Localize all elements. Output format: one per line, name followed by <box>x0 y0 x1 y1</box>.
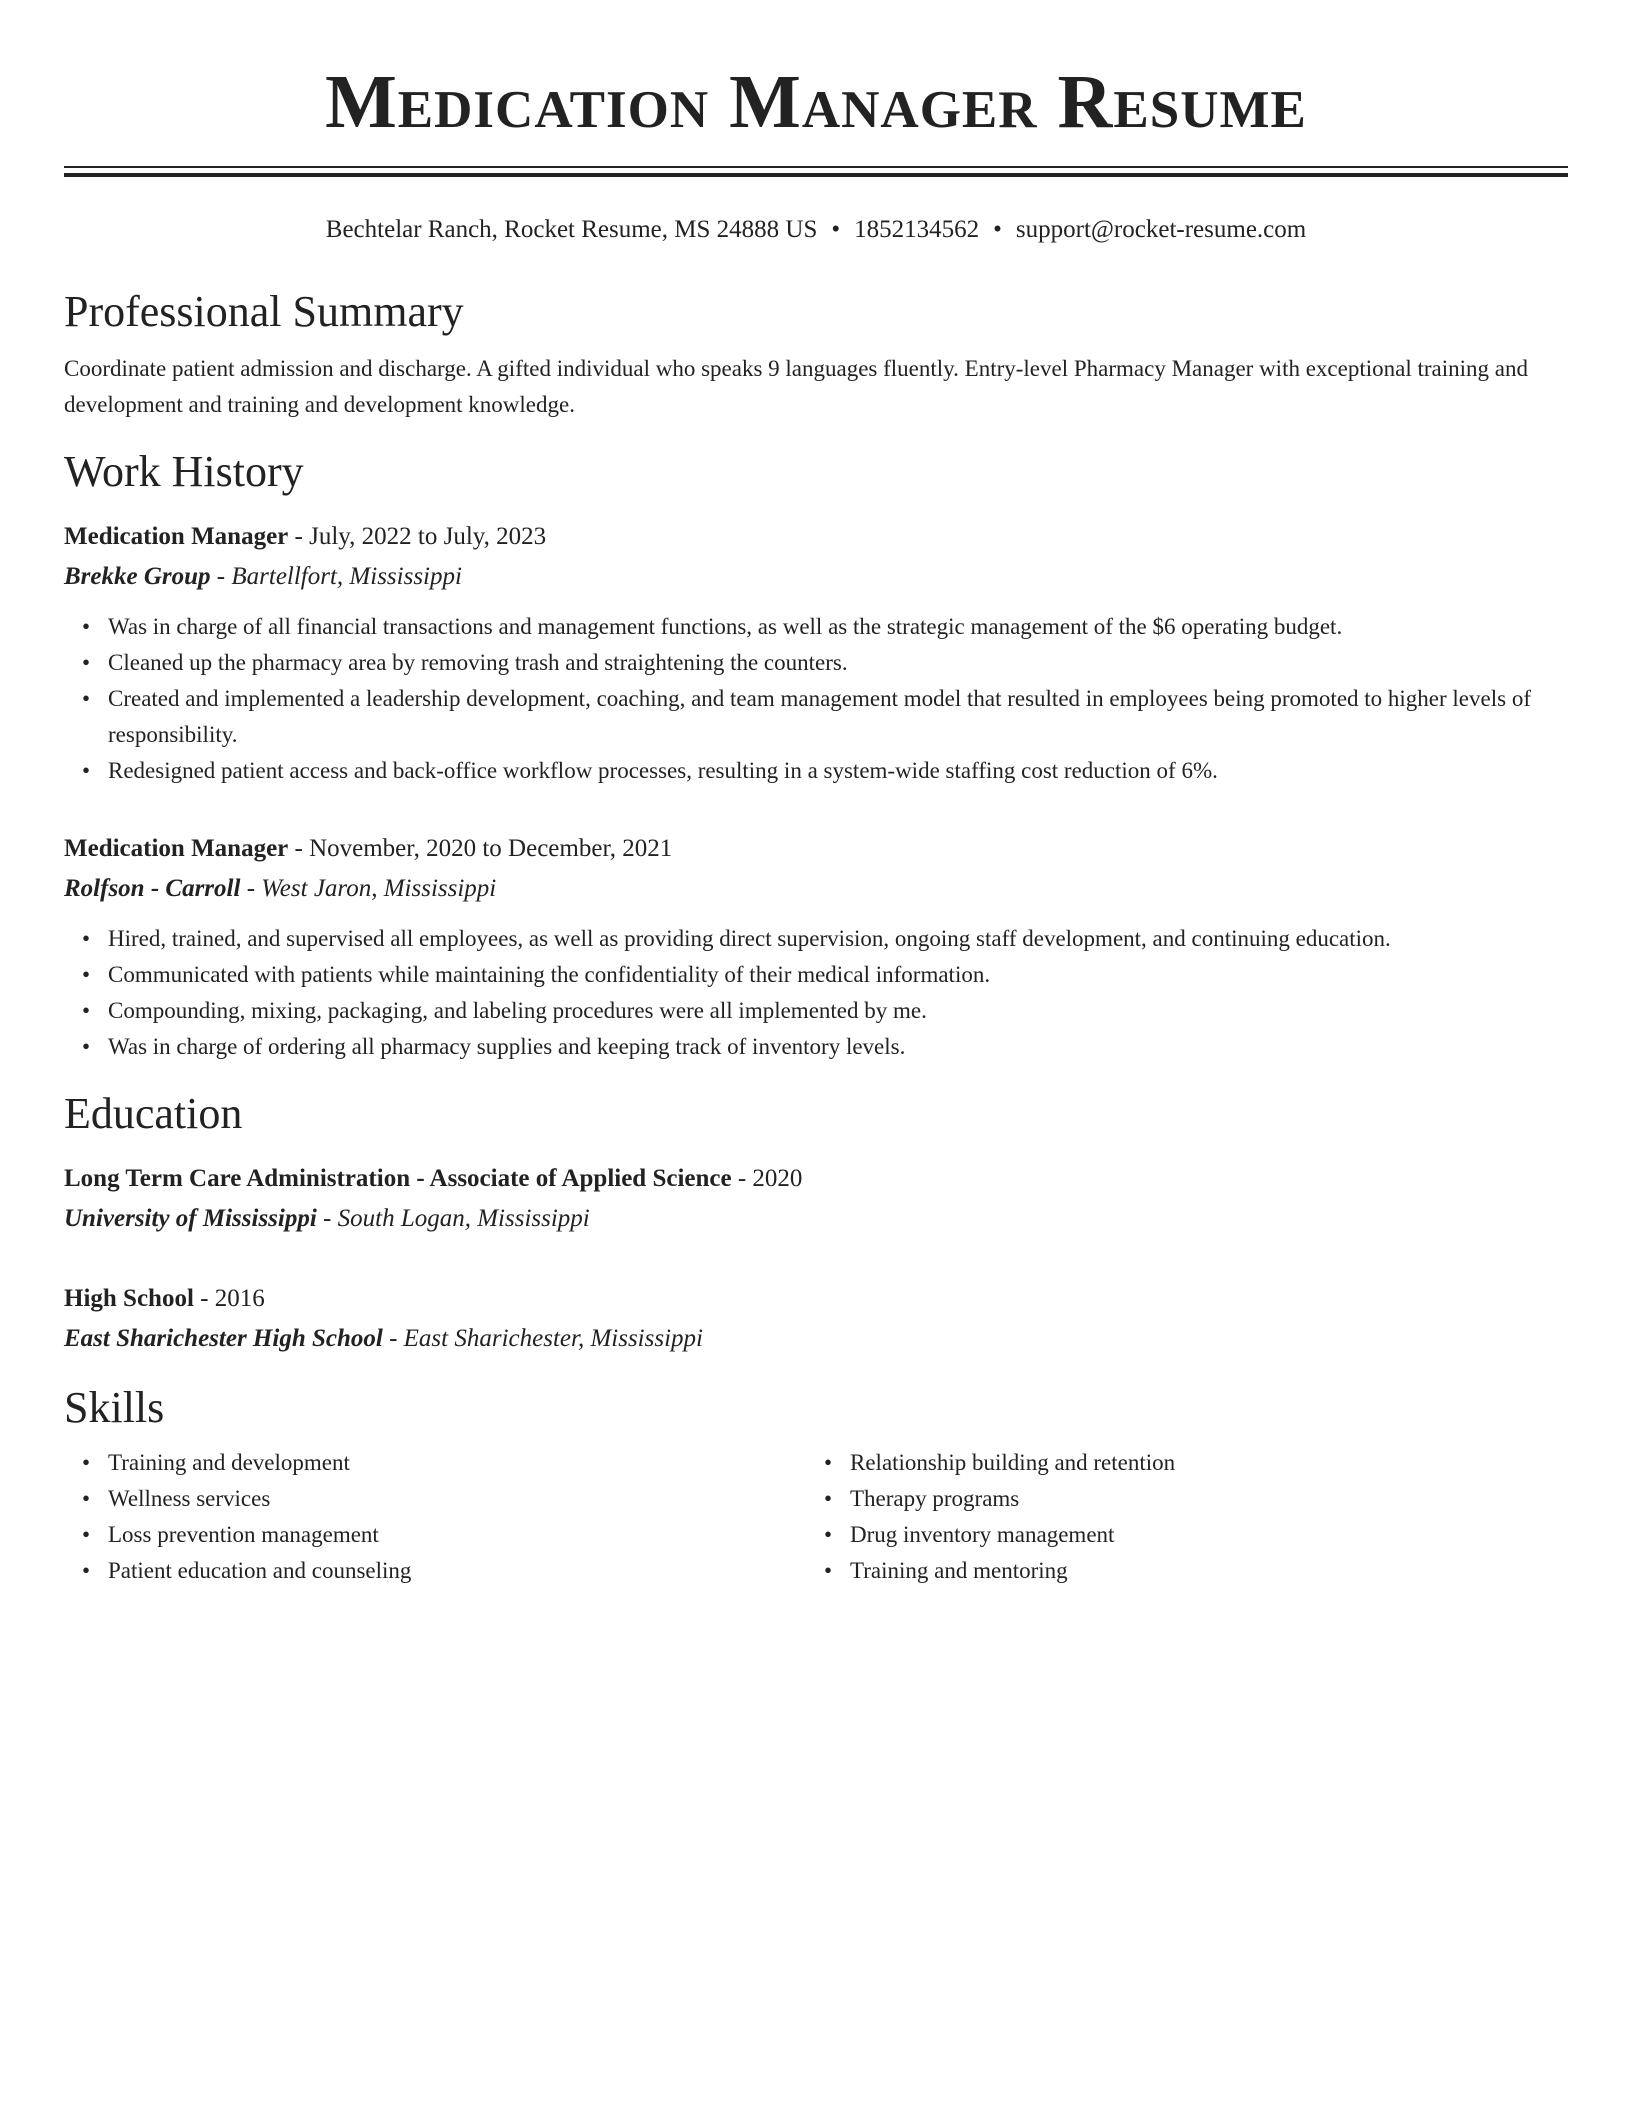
education-entry <box>64 1159 1568 1239</box>
job-bullet-text: Cleaned up the pharmacy area by removing trash and straightening the counters. <box>108 650 848 675</box>
bullet-icon: • <box>82 1450 91 1475</box>
skills-list <box>64 1445 1568 1589</box>
skills-bullets <box>64 1445 806 1589</box>
skill-text: Training and mentoring <box>850 1558 1068 1583</box>
job-bullet-text: Was in charge of ordering all pharmacy supplies and keeping track of inventory levels. <box>108 1034 906 1059</box>
bullet-icon: • <box>82 758 91 783</box>
job-bullet <box>82 993 1568 1029</box>
contact-line <box>64 213 1568 247</box>
skill-text: Wellness services <box>108 1486 271 1511</box>
job-entry <box>64 829 1568 1065</box>
job-dates: - July, 2022 to July, 2023 <box>288 523 547 550</box>
education-degree-line <box>64 1159 1568 1199</box>
contact-address: Bechtelar Ranch, Rocket Resume, MS 24888 US <box>325 216 818 243</box>
job-bullet <box>82 1029 1568 1065</box>
education-school: University of Mississippi <box>64 1205 317 1232</box>
skill-text: Training and development <box>108 1450 350 1475</box>
skill-item <box>82 1481 806 1517</box>
bullet-icon: • <box>82 1558 91 1583</box>
skills-column-left <box>64 1445 806 1589</box>
skill-text: Relationship building and retention <box>850 1450 1176 1475</box>
bullet-icon: • <box>824 1522 833 1547</box>
job-bullet-text: Created and implemented a leadership development, coaching, and team management model that resulted in employees being promoted to higher levels of responsibility. <box>108 686 1531 747</box>
job-bullet <box>82 957 1568 993</box>
skill-text: Patient education and counseling <box>108 1558 412 1583</box>
summary-heading: Professional Summary <box>64 287 464 336</box>
job-location: - West Jaron, Mississippi <box>240 875 497 902</box>
education-school-line <box>64 1199 1568 1239</box>
job-company: Brekke Group <box>64 563 211 590</box>
job-bullet <box>82 753 1568 789</box>
bullet-icon: • <box>82 650 91 675</box>
education-school-line <box>64 1319 1568 1359</box>
work-history-heading: Work History <box>64 447 304 496</box>
bullet-icon: • <box>824 1486 833 1511</box>
job-bullets <box>64 609 1568 789</box>
contact-email: support@rocket-resume.com <box>1015 216 1307 243</box>
bullet-icon: • <box>82 1486 91 1511</box>
skill-item <box>824 1517 1548 1553</box>
job-title: Medication Manager <box>64 835 289 862</box>
bullet-icon: • <box>82 1522 91 1547</box>
skills-bullets <box>806 1445 1548 1589</box>
skill-text: Therapy programs <box>850 1486 1020 1511</box>
skill-item <box>82 1517 806 1553</box>
bullet-icon: • <box>82 686 91 711</box>
job-entry <box>64 517 1568 789</box>
skill-text: Drug inventory management <box>850 1522 1115 1547</box>
skill-item <box>82 1445 806 1481</box>
summary-text: Coordinate patient admission and discharge. A gifted individual who speaks 9 languages fluently. Entry-level Pharmacy Manager with exceptional training and development and training and development knowledge. <box>64 356 1528 417</box>
education-location: - South Logan, Mississippi <box>316 1205 590 1232</box>
job-bullet-text: Was in charge of all financial transactions and management functions, as well as the strategic management of the $6 operating budget. <box>108 614 1343 639</box>
job-location: - Bartellfort, Mississippi <box>210 563 462 590</box>
job-bullet <box>82 921 1568 957</box>
education-degree-line <box>64 1279 1568 1319</box>
job-bullet-text: Redesigned patient access and back-office workflow processes, resulting in a system-wide staffing cost reduction of 6%. <box>108 758 1218 783</box>
bullet-icon: • <box>82 998 91 1023</box>
job-company-line <box>64 557 1568 597</box>
job-bullet <box>82 645 1568 681</box>
job-dates: - November, 2020 to December, 2021 <box>288 835 673 862</box>
job-bullet-text: Communicated with patients while maintaining the confidentiality of their medical information. <box>108 962 991 987</box>
bullet-icon: • <box>82 614 91 639</box>
job-bullet <box>82 681 1568 753</box>
job-title: Medication Manager <box>64 523 289 550</box>
education-entry <box>64 1279 1568 1359</box>
contact-phone: 1852134562 <box>854 216 980 243</box>
job-bullet-text: Compounding, mixing, packaging, and labeling procedures were all implemented by me. <box>108 998 927 1023</box>
skill-item <box>82 1553 806 1589</box>
job-bullets <box>64 921 1568 1065</box>
education-degree: Long Term Care Administration - Associate of Applied Science <box>64 1165 732 1192</box>
skills-column-right <box>806 1445 1548 1589</box>
job-bullet <box>82 609 1568 645</box>
bullet-icon: • <box>824 1558 833 1583</box>
skill-text: Loss prevention management <box>108 1522 379 1547</box>
bullet-icon: • <box>82 926 91 951</box>
education-year: - 2016 <box>193 1285 265 1312</box>
bullet-icon: • <box>82 962 91 987</box>
bullet-icon: • <box>82 1034 91 1059</box>
skills-heading: Skills <box>64 1383 165 1432</box>
job-title-line <box>64 829 1568 869</box>
contact-separator: • <box>993 216 1002 243</box>
job-company-line <box>64 869 1568 909</box>
resume-title: Medication Manager Resume <box>325 60 1307 144</box>
job-bullet-text: Hired, trained, and supervised all employees, as well as providing direct supervision, ongoing staff development, and continuing education. <box>108 926 1391 951</box>
job-company: Rolfson - Carroll <box>64 875 241 902</box>
title-double-rule <box>64 166 1568 177</box>
skill-item <box>824 1481 1548 1517</box>
education-year: - 2020 <box>731 1165 803 1192</box>
skill-item <box>824 1445 1548 1481</box>
education-school: East Sharichester High School <box>64 1325 383 1352</box>
bullet-icon: • <box>824 1450 833 1475</box>
education-degree: High School <box>64 1285 194 1312</box>
job-title-line <box>64 517 1568 557</box>
contact-separator: • <box>831 216 841 243</box>
education-location: - East Sharichester, Mississippi <box>382 1325 703 1352</box>
education-heading: Education <box>64 1089 243 1138</box>
skill-item <box>824 1553 1548 1589</box>
